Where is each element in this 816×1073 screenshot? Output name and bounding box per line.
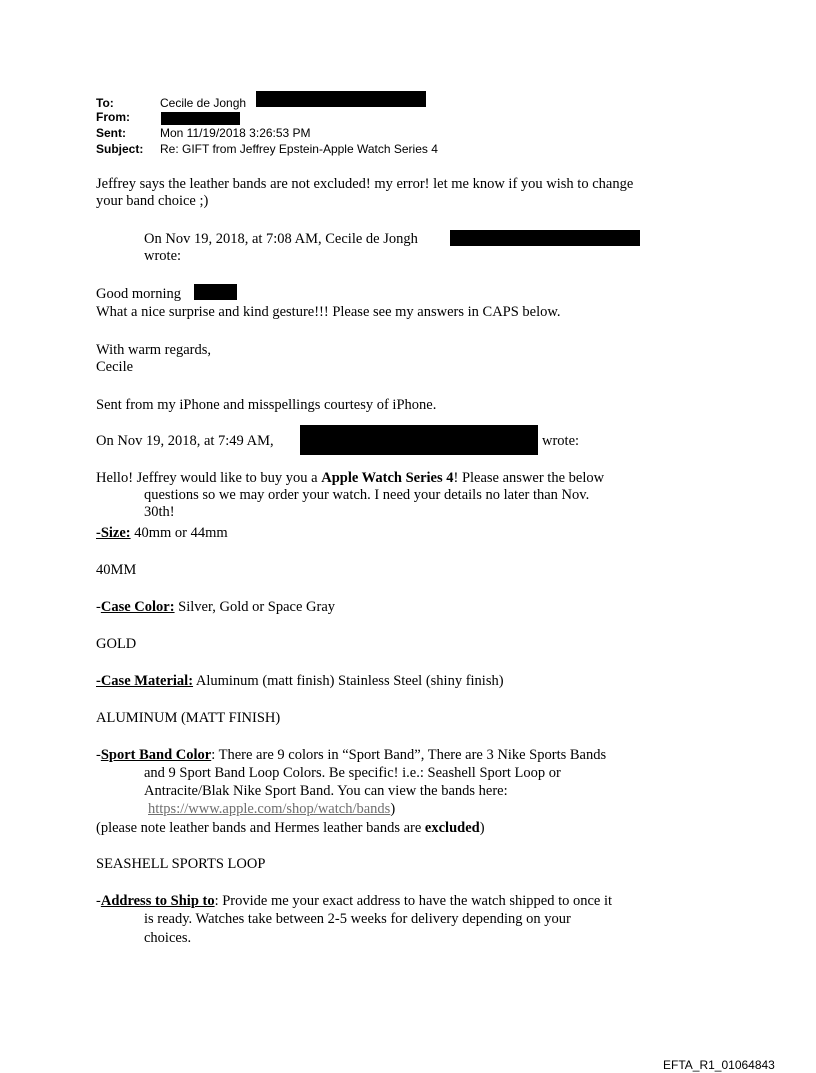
- sport-band-answer: SEASHELL SPORTS LOOP: [96, 856, 266, 872]
- signature: Cecile: [96, 359, 134, 375]
- reply-line-1: Jeffrey says the leather bands are not excluded! my error! let me know if you wish to change: [96, 176, 634, 192]
- case-color-question: -Case Color: Silver, Gold or Space Gray: [96, 599, 336, 615]
- quote1-line-1: On Nov 19, 2018, at 7:08 AM, Cecile de Jongh: [144, 231, 418, 247]
- case-material-question: -Case Material: Aluminum (matt finish) Stainless Steel (shiny finish): [96, 673, 504, 689]
- bands-link[interactable]: https://www.apple.com/shop/watch/bands: [148, 801, 391, 817]
- redaction-to: [256, 91, 426, 107]
- subject-value: Re: GIFT from Jeffrey Epstein-Apple Watch Series 4: [160, 142, 438, 156]
- size-question: -Size: 40mm or 44mm: [96, 525, 228, 541]
- address-line-2: is ready. Watches take between 2-5 weeks for delivery depending on your: [144, 911, 571, 927]
- sent-label: Sent:: [96, 126, 126, 140]
- to-value: Cecile de Jongh: [160, 96, 247, 110]
- case-color-answer: GOLD: [96, 636, 137, 652]
- good-morning: Good morning: [96, 286, 181, 302]
- address-line-3: choices.: [144, 930, 192, 946]
- bands-link-line: https://www.apple.com/shop/watch/bands): [148, 801, 396, 817]
- case-material-answer: ALUMINUM (MATT FINISH): [96, 710, 281, 726]
- redaction-name: [194, 284, 237, 300]
- redaction-from: [161, 112, 240, 125]
- to-label: To:: [96, 96, 114, 110]
- hello-line-2: questions so we may order your watch. I need your details no later than Nov.: [144, 487, 590, 503]
- sport-band-line-2: and 9 Sport Band Loop Colors. Be specific! i.e.: Seashell Sport Loop or: [144, 765, 561, 781]
- size-answer: 40MM: [96, 562, 137, 578]
- sport-band-line-1: -Sport Band Color: There are 9 colors in “Sport Band”, There are 3 Nike Sports Bands: [96, 747, 607, 763]
- address-line-1: -Address to Ship to: Provide me your exact address to have the watch shipped to once it: [96, 893, 613, 909]
- from-label: From:: [96, 110, 130, 124]
- leather-note: (please note leather bands and Hermes leather bands are excluded): [96, 820, 485, 836]
- quote2-prefix: On Nov 19, 2018, at 7:49 AM,: [96, 433, 274, 449]
- hello-line-3: 30th!: [144, 504, 175, 520]
- document-id: EFTA_R1_01064843: [663, 1058, 775, 1072]
- quote2-suffix: wrote:: [542, 433, 580, 449]
- reply-line-2: your band choice ;): [96, 193, 209, 209]
- sent-from-iphone: Sent from my iPhone and misspellings courtesy of iPhone.: [96, 397, 437, 413]
- redaction-quote2-sender: [300, 425, 538, 455]
- hello-line-1: Hello! Jeffrey would like to buy you a Apple Watch Series 4! Please answer the below: [96, 470, 605, 486]
- sent-value: Mon 11/19/2018 3:26:53 PM: [160, 126, 311, 140]
- sport-band-line-3: Antracite/Blak Nike Sport Band. You can view the bands here:: [144, 783, 508, 799]
- quote1-line-2: wrote:: [144, 248, 182, 264]
- subject-label: Subject:: [96, 142, 144, 156]
- nice-surprise: What a nice surprise and kind gesture!!! Please see my answers in CAPS below.: [96, 304, 561, 320]
- warm-regards: With warm regards,: [96, 342, 211, 358]
- redaction-quote1-email: [450, 230, 640, 246]
